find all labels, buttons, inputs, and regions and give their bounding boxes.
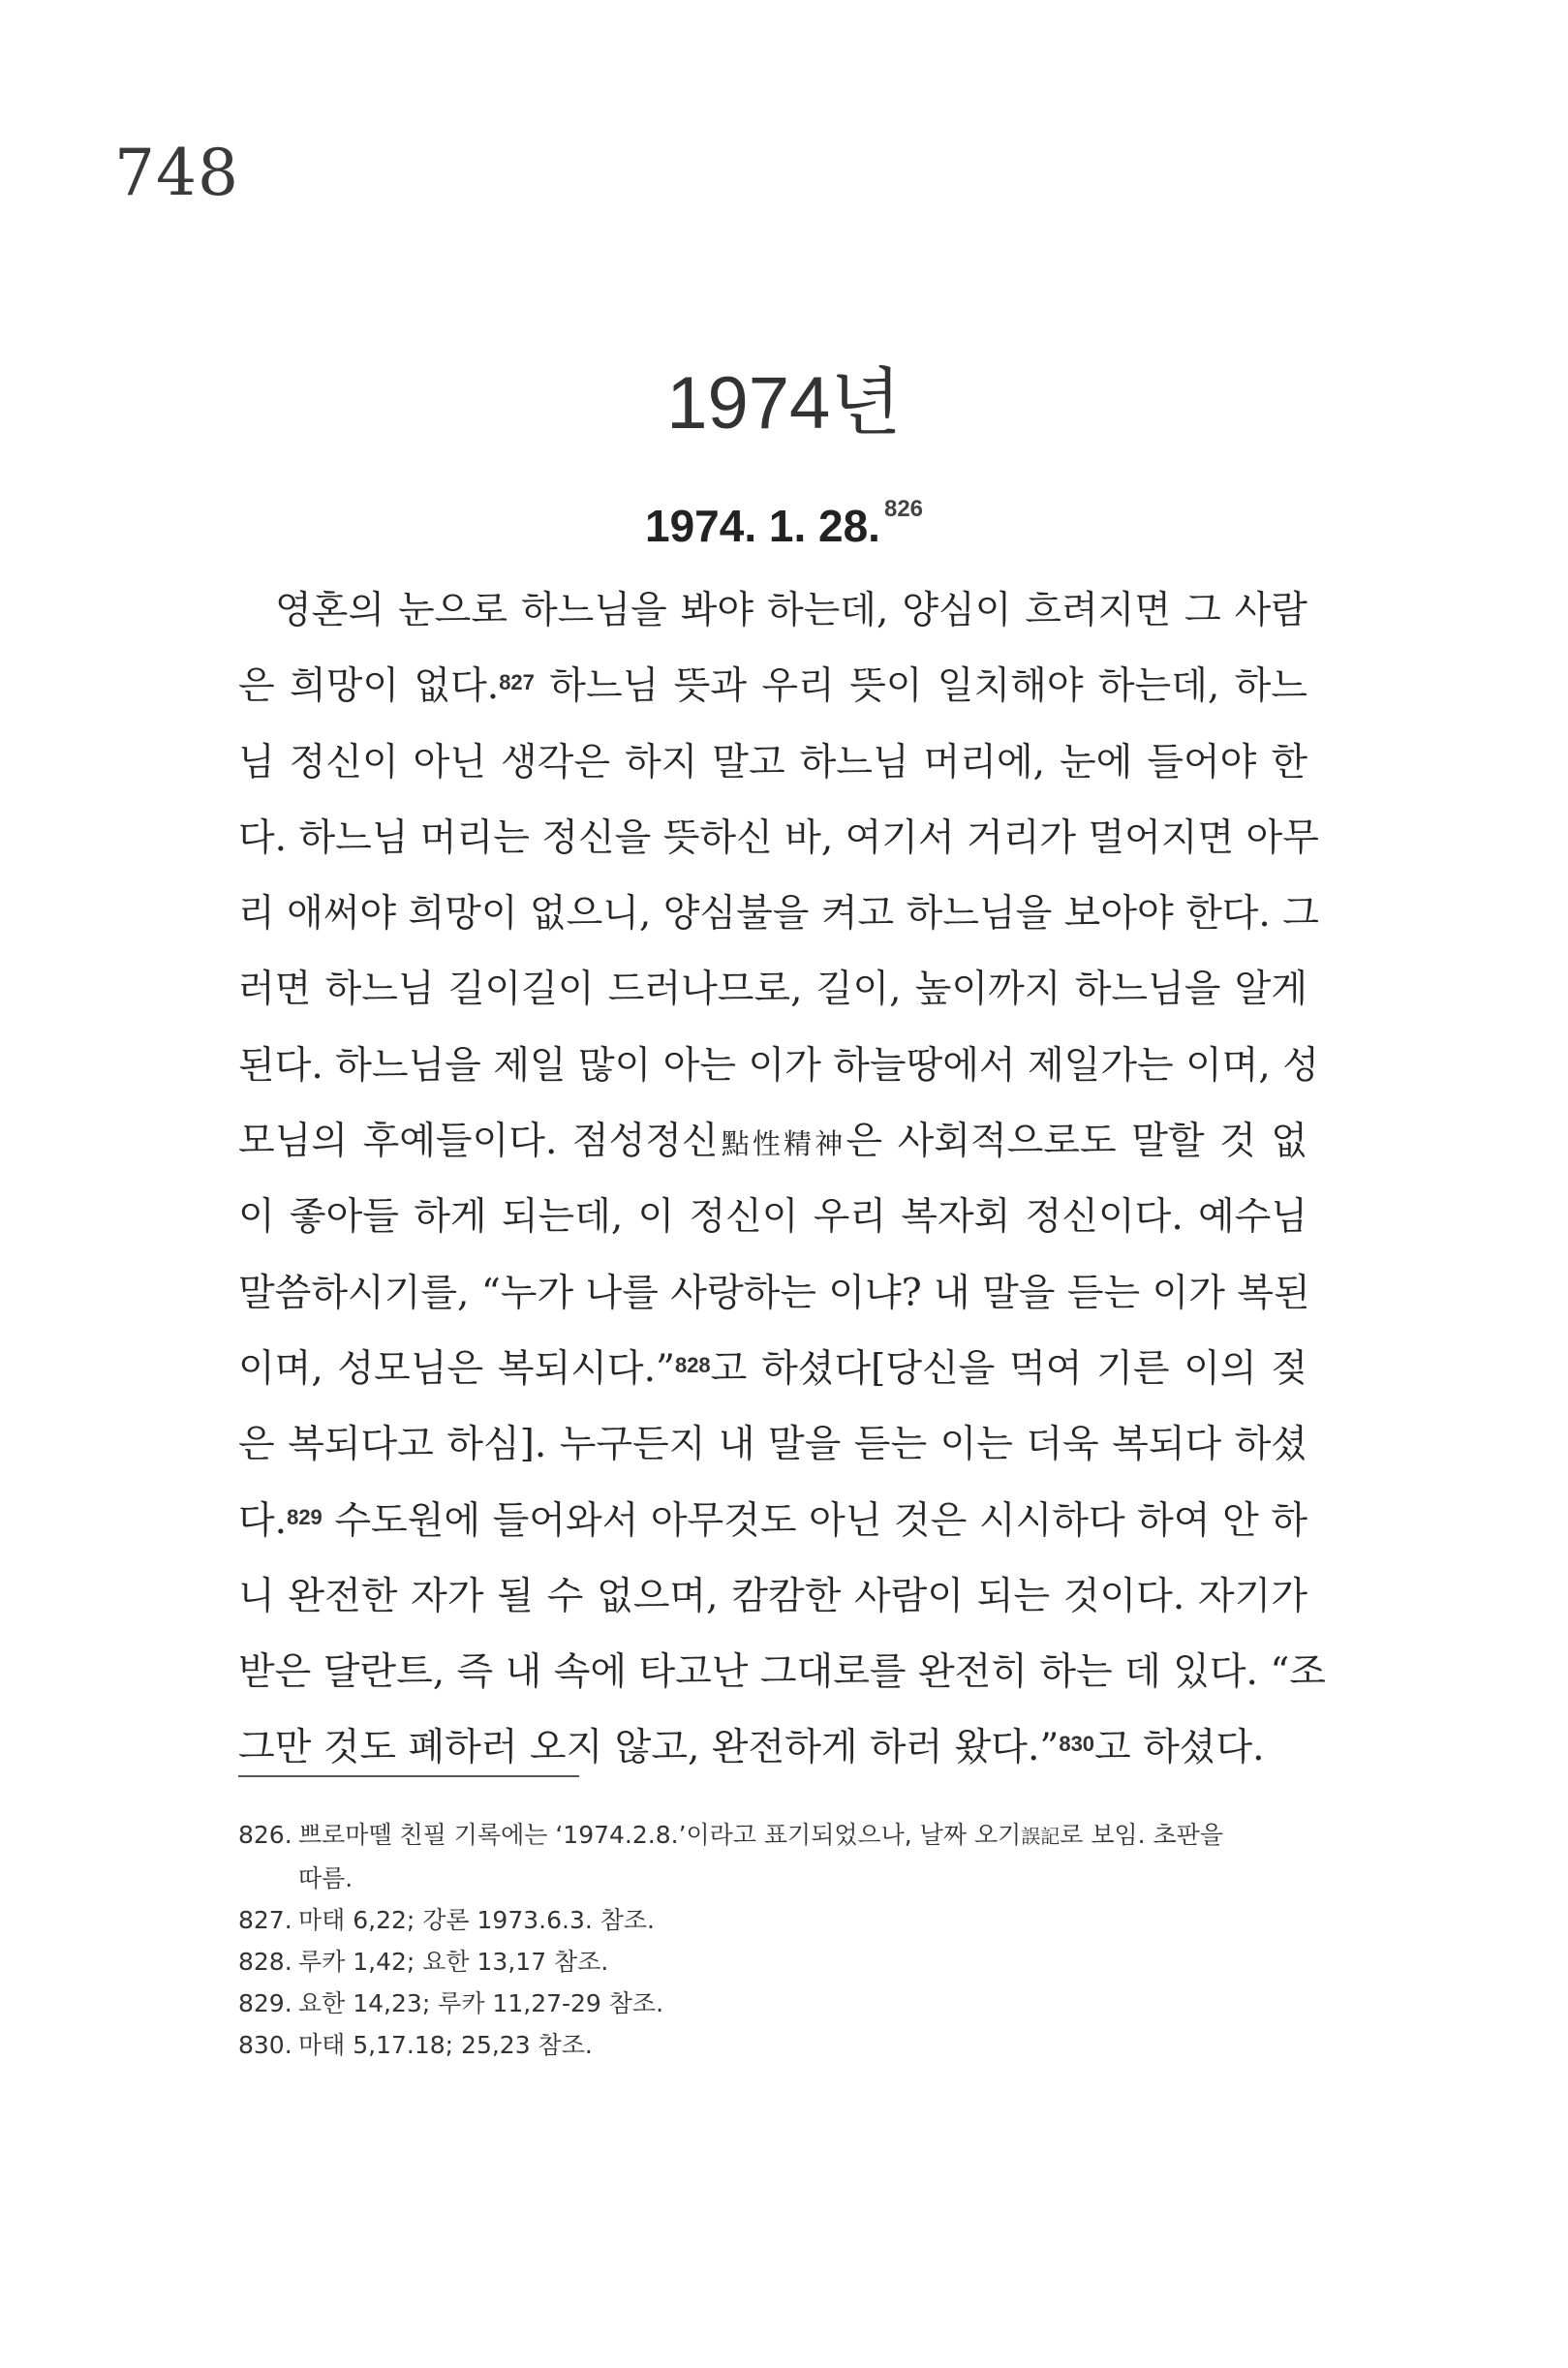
footnote-ref: 829 bbox=[287, 1504, 323, 1529]
footnote-number: 830. bbox=[238, 2031, 292, 2059]
footnote-item bbox=[238, 1941, 1307, 1983]
footnotes bbox=[238, 1814, 1307, 2066]
footnote-item bbox=[238, 1983, 1307, 2024]
hanja-annotation: 點性精神 bbox=[718, 1127, 846, 1161]
footnote-item bbox=[238, 1814, 1307, 1899]
body-line: 받은 달란트, 즉 내 속에 타고난 그대로를 완전히 하는 데 있다. “조 bbox=[238, 1650, 1326, 1695]
footnote-text: 루카 1,42; 요한 13,17 참조. bbox=[298, 1948, 609, 1976]
footnote-ref: 826 bbox=[883, 496, 924, 522]
body-line: 이 좋아들 하게 되는데, 이 정신이 우리 복자회 정신이다. 예수님 bbox=[238, 1195, 1307, 1240]
footnote-text: 마태 6,22; 강론 1973.6.3. 참조. bbox=[298, 1906, 655, 1934]
footnote-number: 829. bbox=[238, 1989, 292, 2017]
body-line: 님 정신이 아닌 생각은 하지 말고 하느님 머리에, 눈에 들어야 한 bbox=[238, 740, 1307, 784]
footnote-number: 826. bbox=[238, 1821, 292, 1849]
body-line: 말씀하시기를, “누가 나를 사랑하는 이냐? 내 말을 듣는 이가 복된 bbox=[238, 1271, 1310, 1315]
footnote-number: 827. bbox=[238, 1906, 292, 1934]
body-line: 모님의 후예들이다. 점성정신點性精神은 사회적으로도 말할 것 없 bbox=[238, 1120, 1307, 1164]
body-line: 다. 하느님 머리는 정신을 뜻하신 바, 여기서 거리가 멀어지면 아무 bbox=[238, 815, 1319, 860]
body-line: 리 애써야 희망이 없으니, 양심불을 켜고 하느님을 보아야 한다. 그 bbox=[238, 892, 1319, 937]
year-heading: 1974년 bbox=[666, 362, 902, 445]
footnote-divider bbox=[238, 1775, 579, 1777]
footnote-ref: 827 bbox=[499, 670, 535, 695]
entry-date: 1974. 1. 28. bbox=[644, 501, 880, 551]
body-line: 그만 것도 폐하러 오지 않고, 완전하게 하러 왔다.”$^{830}$고 하셨다. bbox=[238, 1726, 1265, 1770]
footnote-ref: 830 bbox=[1059, 1732, 1095, 1757]
footnote-item bbox=[238, 1899, 1307, 1941]
entry-date-heading bbox=[0, 496, 1568, 552]
body-line: 니 완전한 자가 될 수 없으며, 캄캄한 사람이 되는 것이다. 자기가 bbox=[238, 1574, 1307, 1618]
body-line: 은 복되다고 하심]. 누구든지 내 말을 듣는 이는 더욱 복되다 하셨 bbox=[238, 1423, 1307, 1467]
hanja-annotation: 誤記 bbox=[1021, 1825, 1061, 1848]
footnote-text: 쁘로마뗄 친필 기록에는 ‘1974.2.8.’이라고 표기되었으나, 날짜 오기誤記로 보임. 초판을 따름. bbox=[298, 1821, 1223, 1892]
body-line: 은 희망이 없다.$^{827}$ 하느님 뜻과 우리 뜻이 일치해야 하는데, 하느 bbox=[238, 664, 1307, 709]
footnote-text: 요한 14,23; 루카 11,27-29 참조. bbox=[298, 1989, 664, 2017]
body-line: 다.$^{829}$ 수도원에 들어와서 아무것도 아닌 것은 시시하다 하여 안 하 bbox=[238, 1498, 1307, 1543]
footnote-item bbox=[238, 2024, 1307, 2066]
body-line: 이며, 성모님은 복되시다.”$^{828}$고 하셨다[당신을 먹여 기른 이의 젖 bbox=[238, 1346, 1307, 1391]
body-line: 러면 하느님 길이길이 드러나므로, 길이, 높이까지 하느님을 알게 bbox=[238, 968, 1307, 1012]
footnote-ref: 828 bbox=[674, 1352, 711, 1377]
footnote-text: 마태 5,17.18; 25,23 참조. bbox=[298, 2031, 593, 2059]
page-number: 748 bbox=[114, 136, 239, 210]
entry-body bbox=[238, 573, 1326, 1787]
footnote-number: 828. bbox=[238, 1948, 292, 1976]
body-line: 된다. 하느님을 제일 많이 아는 이가 하늘땅에서 제일가는 이며, 성 bbox=[238, 1043, 1319, 1088]
body-line: 영혼의 눈으로 하느님을 봐야 하는데, 양심이 흐려지면 그 사람 bbox=[275, 589, 1307, 632]
